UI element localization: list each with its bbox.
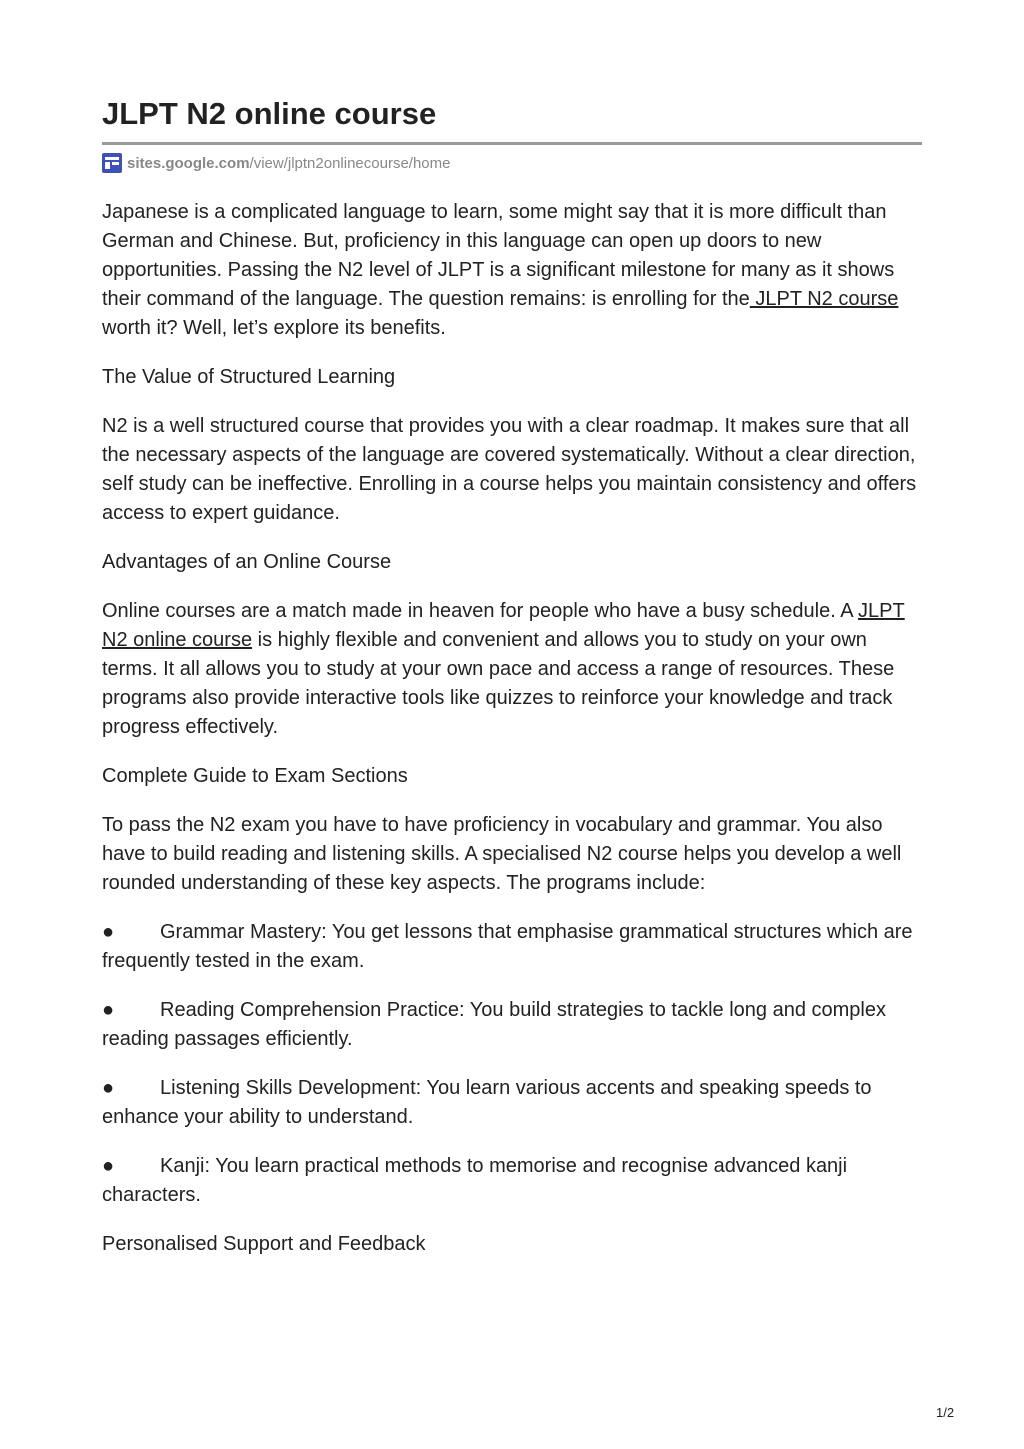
section-heading-support: Personalised Support and Feedback — [102, 1233, 426, 1255]
section-heading-online: Advantages of an Online Course — [102, 551, 392, 573]
jlpt-n2-course-link[interactable]: JLPT N2 course — [749, 288, 899, 310]
bullet-icon: ● — [102, 1077, 115, 1099]
list-item-text: Grammar Mastery: You get lessons that emphasise grammatical structures which are frequently tested in the exam. — [102, 921, 913, 972]
source-domain[interactable]: sites.google.com — [127, 154, 250, 172]
online-text-end: is highly flexible and convenient and allows you to study on your own terms. It all allows you to study at your own pace and access a range of resources. These programs also provide interactive tools like quizzes to reinforce your knowledge and track progress effectively. — [102, 629, 895, 738]
google-sites-icon — [102, 153, 122, 173]
guide-paragraph: To pass the N2 exam you have to have proficiency in vocabulary and grammar. You also have to build reading and listening skills. A specialised N2 course helps you develop a well rounded understanding of these key aspects. The programs include: — [102, 814, 902, 894]
page-number: 1/2 — [936, 1405, 955, 1420]
list-item-text: Kanji: You learn practical methods to memorise and recognise advanced kanji characters. — [102, 1155, 848, 1206]
bullet-icon: ● — [102, 921, 115, 943]
online-paragraph — [102, 597, 922, 742]
source-line — [102, 152, 922, 174]
list-item-text: Listening Skills Development: You learn various accents and speaking speeds to enhance your ability to understand. — [102, 1077, 872, 1128]
list-item-text: Reading Comprehension Practice: You build strategies to tackle long and complex reading passages efficiently. — [102, 999, 886, 1050]
source-path[interactable]: /view/jlptn2onlinecourse/home — [249, 154, 451, 172]
section-heading-guide: Complete Guide to Exam Sections — [102, 765, 408, 787]
jlpt-n2-online-course-link[interactable]: JLPT N2 online course — [102, 600, 905, 651]
bullet-icon: ● — [102, 1155, 115, 1177]
list-item — [102, 1152, 922, 1210]
section-heading-structured: The Value of Structured Learning — [102, 366, 396, 388]
document-page — [102, 94, 922, 1279]
online-text: Online courses are a match made in heaven for people who have a busy schedule. A — [102, 600, 859, 622]
article-body — [102, 198, 922, 1259]
page-title: JLPT N2 online course — [102, 96, 437, 131]
bullet-icon: ● — [102, 999, 115, 1021]
structured-paragraph: N2 is a well structured course that provides you with a clear roadmap. It makes sure that all the necessary aspects of the language are covered systematically. Without a clear direction, self study can be ineffective. Enrolling in a course helps you maintain consistency and offers access to expert guidance. — [102, 415, 917, 524]
intro-text-end: worth it? Well, let’s explore its benefits. — [102, 317, 446, 339]
list-item — [102, 918, 922, 976]
intro-text: Japanese is a complicated language to learn, some might say that it is more difficult than German and Chinese. But, proficiency in this language can open up doors to new opportunities. Passing the N2 level of JLPT is a significant milestone for many as it shows their command of the language. The question remains: is enrolling for the — [102, 201, 895, 310]
intro-paragraph — [102, 198, 922, 343]
title-divider — [102, 142, 922, 145]
list-item — [102, 996, 922, 1054]
list-item — [102, 1074, 922, 1132]
